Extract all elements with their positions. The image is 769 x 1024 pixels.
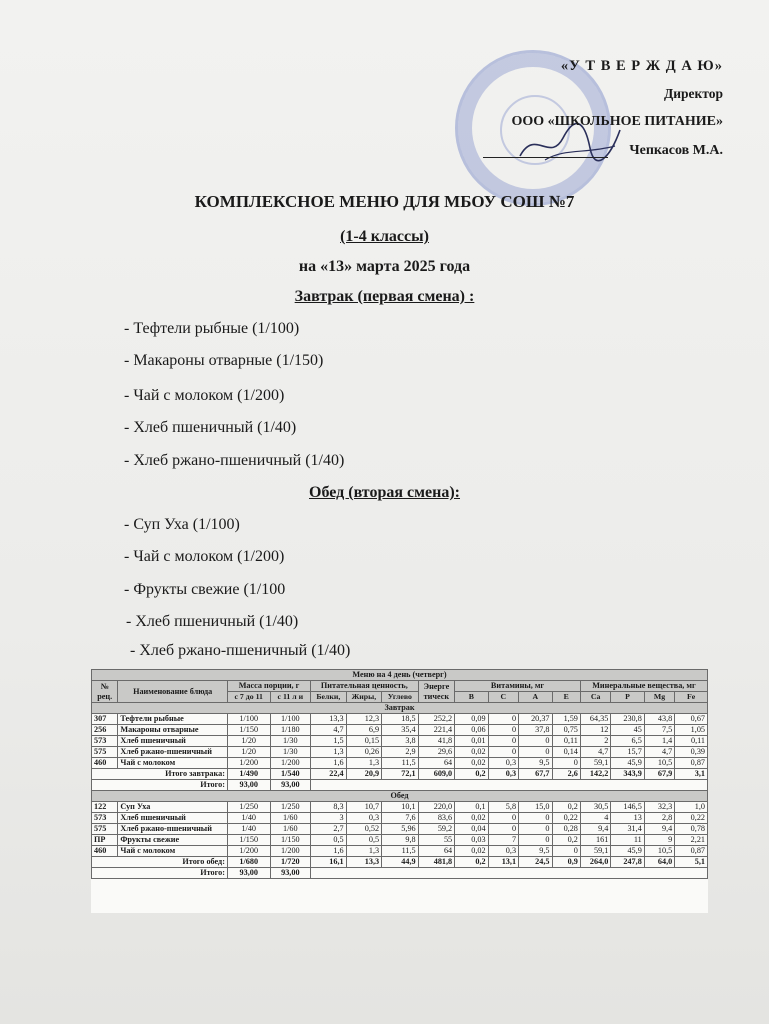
total-cell: 1/680 — [227, 857, 270, 868]
table-cell: 0,2 — [552, 835, 580, 846]
table-cell: 1,0 — [675, 802, 708, 813]
dish-name-cell: Чай с молоком — [118, 758, 228, 769]
total-cell: 2,6 — [552, 769, 580, 780]
total-cell: 1/490 — [227, 769, 270, 780]
table-cell: 0,5 — [311, 835, 347, 846]
breakfast-item: - Чай с молоком (1/200) — [124, 387, 285, 404]
breakfast-section-label: Завтрак — [92, 703, 708, 714]
table-cell: 161 — [580, 835, 610, 846]
total-cell: 67,7 — [519, 769, 552, 780]
table-cell: 0 — [519, 747, 552, 758]
table-row — [92, 736, 708, 747]
table-cell: 0,75 — [552, 725, 580, 736]
table-cell: 59,1 — [580, 846, 610, 857]
table-cell: 2,9 — [382, 747, 419, 758]
table-cell: 0 — [519, 824, 552, 835]
header-nutrition: Питательная ценность, — [311, 681, 419, 692]
total-cell: 13,1 — [488, 857, 518, 868]
table-cell: 10,7 — [346, 802, 382, 813]
table-row — [92, 758, 708, 769]
table-cell: 0 — [552, 846, 580, 857]
table-cell: 15,0 — [519, 802, 552, 813]
table-cell: 12 — [580, 725, 610, 736]
table-cell: 9,5 — [519, 758, 552, 769]
table-cell: 29,6 — [418, 747, 455, 758]
table-cell: 0,02 — [455, 758, 488, 769]
table-cell: 6,5 — [611, 736, 644, 747]
header-vit-e: E — [552, 692, 580, 703]
dish-name-cell: Макароны отварные — [118, 725, 228, 736]
table-cell: 1/40 — [227, 824, 270, 835]
table-cell: 55 — [418, 835, 455, 846]
table-cell: 0 — [488, 714, 518, 725]
nutrition-table-wrap — [91, 669, 708, 913]
dish-name-cell: Фрукты свежие — [118, 835, 228, 846]
table-caption-row — [92, 670, 708, 681]
table-cell: 3,8 — [382, 736, 419, 747]
lunch-item: - Хлеб пшеничный (1/40) — [126, 613, 299, 630]
table-cell: 1/100 — [270, 714, 311, 725]
nutrition-table — [91, 669, 708, 879]
breakfast-section — [92, 703, 708, 714]
total-cell: 22,4 — [311, 769, 347, 780]
table-cell: 1,59 — [552, 714, 580, 725]
signature-line — [483, 157, 608, 158]
table-cell: 64 — [418, 758, 455, 769]
total-cell: 20,9 — [346, 769, 382, 780]
table-cell: 0,67 — [675, 714, 708, 725]
table-cell: 0,01 — [455, 736, 488, 747]
table-sum-row — [92, 780, 708, 791]
table-cell: 0 — [488, 725, 518, 736]
table-cell: 59,2 — [418, 824, 455, 835]
table-cell: 0,2 — [552, 802, 580, 813]
sum-empty — [311, 780, 708, 791]
table-cell: 575 — [92, 824, 118, 835]
header-fat: Жиры, — [346, 692, 382, 703]
approval-signer: Чепкасов М.А. — [629, 143, 723, 158]
table-cell: 1,4 — [644, 736, 674, 747]
table-cell: 0,03 — [455, 835, 488, 846]
total-cell: 5,1 — [675, 857, 708, 868]
lunch-section — [92, 791, 708, 802]
table-cell: 1/150 — [227, 725, 270, 736]
sum-cell: 93,00 — [227, 780, 270, 791]
total-label: Итого завтрака: — [92, 769, 228, 780]
table-cell: 5,96 — [382, 824, 419, 835]
table-cell: 9,8 — [382, 835, 419, 846]
lunch-item: - Чай с молоком (1/200) — [124, 548, 285, 565]
sum-cell: 93,00 — [270, 868, 311, 879]
table-cell: 64,35 — [580, 714, 610, 725]
dish-name-cell: Чай с молоком — [118, 846, 228, 857]
dish-name-cell: Хлеб пшеничный — [118, 736, 228, 747]
document-date: на «13» марта 2025 года — [298, 258, 471, 275]
dish-name-cell: Хлеб пшеничный — [118, 813, 228, 824]
table-cell: 0,1 — [455, 802, 488, 813]
table-cell: 2,7 — [311, 824, 347, 835]
table-cell: 573 — [92, 813, 118, 824]
dish-name-cell: Хлеб ржано-пшеничный — [118, 747, 228, 758]
total-cell: 72,1 — [382, 769, 419, 780]
table-cell: 0 — [488, 824, 518, 835]
table-cell: 5,8 — [488, 802, 518, 813]
table-cell: 1,3 — [346, 846, 382, 857]
total-cell: 0,3 — [488, 769, 518, 780]
total-cell: 343,9 — [611, 769, 644, 780]
approval-heading: «У Т В Е Р Ж Д А Ю» — [560, 58, 723, 74]
header-vit-b: B — [455, 692, 488, 703]
header-mass-b: с 11 л и — [270, 692, 311, 703]
table-cell: 0 — [519, 736, 552, 747]
sum-cell: 93,00 — [270, 780, 311, 791]
total-cell: 3,1 — [675, 769, 708, 780]
table-cell: 43,8 — [644, 714, 674, 725]
table-cell: 18,5 — [382, 714, 419, 725]
table-cell: 4 — [580, 813, 610, 824]
table-cell: 1/20 — [227, 747, 270, 758]
lunch-item: - Суп Уха (1/100) — [124, 516, 240, 533]
header-energy: Энерге тическ — [418, 681, 455, 703]
table-cell: 45,9 — [611, 846, 644, 857]
table-cell: 1/30 — [270, 747, 311, 758]
table-cell: 1/150 — [270, 835, 311, 846]
table-cell: 0,22 — [552, 813, 580, 824]
table-cell: 0 — [488, 813, 518, 824]
table-cell: 0,87 — [675, 758, 708, 769]
header-minerals: Минеральные вещества, мг — [580, 681, 707, 692]
table-cell: 0 — [552, 758, 580, 769]
total-cell: 264,0 — [580, 857, 610, 868]
table-cell: 0,14 — [552, 747, 580, 758]
table-row — [92, 813, 708, 824]
table-cell: 0,02 — [455, 846, 488, 857]
table-row — [92, 714, 708, 725]
table-cell: 0,78 — [675, 824, 708, 835]
total-cell: 16,1 — [311, 857, 347, 868]
table-cell: 0,39 — [675, 747, 708, 758]
header-mass: Масса порции, г — [227, 681, 310, 692]
table-cell: 1,6 — [311, 758, 347, 769]
table-row — [92, 802, 708, 813]
table-cell: 20,37 — [519, 714, 552, 725]
table-cell: 1/200 — [270, 846, 311, 857]
table-cell: 1/40 — [227, 813, 270, 824]
table-sum-row — [92, 868, 708, 879]
table-cell: 32,3 — [644, 802, 674, 813]
approval-company: ООО «ШКОЛЬНОЕ ПИТАНИЕ» — [511, 114, 723, 129]
table-cell: 0,3 — [488, 846, 518, 857]
table-cell: 307 — [92, 714, 118, 725]
lunch-section-label: Обед — [92, 791, 708, 802]
table-cell: 4,7 — [644, 747, 674, 758]
table-cell: 0 — [488, 736, 518, 747]
table-cell: 0,11 — [552, 736, 580, 747]
table-cell: 9 — [644, 835, 674, 846]
table-cell: 0 — [488, 747, 518, 758]
dish-name-cell: Тефтели рыбные — [118, 714, 228, 725]
table-cell: 45,9 — [611, 758, 644, 769]
total-cell: 0,9 — [552, 857, 580, 868]
table-cell: 1,05 — [675, 725, 708, 736]
table-total-row — [92, 857, 708, 868]
sum-label: Итого: — [92, 868, 228, 879]
table-cell: 460 — [92, 758, 118, 769]
total-cell: 0,2 — [455, 857, 488, 868]
total-cell: 67,9 — [644, 769, 674, 780]
table-cell: 41,8 — [418, 736, 455, 747]
table-cell: ПР — [92, 835, 118, 846]
total-cell: 44,9 — [382, 857, 419, 868]
sum-label: Итого: — [92, 780, 228, 791]
table-cell: 1/150 — [227, 835, 270, 846]
table-header-row — [92, 681, 708, 692]
table-row — [92, 725, 708, 736]
table-cell: 12,3 — [346, 714, 382, 725]
header-name: Наименование блюда — [118, 681, 228, 703]
document-title: КОМПЛЕКСНОЕ МЕНЮ ДЛЯ МБОУ СОШ №7 — [194, 192, 575, 211]
table-cell: 252,2 — [418, 714, 455, 725]
dish-name-cell: Хлеб ржано-пшеничный — [118, 824, 228, 835]
table-cell: 0,28 — [552, 824, 580, 835]
table-cell: 4,7 — [311, 725, 347, 736]
table-cell: 0,15 — [346, 736, 382, 747]
lunch-heading: Обед (вторая смена): — [309, 484, 460, 501]
table-cell: 8,3 — [311, 802, 347, 813]
table-cell: 460 — [92, 846, 118, 857]
table-cell: 2,8 — [644, 813, 674, 824]
table-cell: 0,04 — [455, 824, 488, 835]
header-mg: Mg — [644, 692, 674, 703]
table-cell: 2 — [580, 736, 610, 747]
table-cell: 146,5 — [611, 802, 644, 813]
table-cell: 1/250 — [270, 802, 311, 813]
table-cell: 1/60 — [270, 824, 311, 835]
lunch-item: - Хлеб ржано-пшеничный (1/40) — [130, 642, 351, 659]
table-cell: 4,7 — [580, 747, 610, 758]
table-cell: 0,06 — [455, 725, 488, 736]
table-cell: 1/60 — [270, 813, 311, 824]
dish-name-cell: Суп Уха — [118, 802, 228, 813]
table-cell: 1/200 — [227, 758, 270, 769]
header-vitamins: Витамины, мг — [455, 681, 581, 692]
breakfast-item: - Макароны отварные (1/150) — [124, 352, 324, 369]
header-ca: Ca — [580, 692, 610, 703]
breakfast-item: - Тефтели рыбные (1/100) — [124, 320, 300, 337]
header-p: P — [611, 692, 644, 703]
table-total-row — [92, 769, 708, 780]
table-cell: 13 — [611, 813, 644, 824]
table-cell: 1,5 — [311, 736, 347, 747]
table-cell: 59,1 — [580, 758, 610, 769]
total-cell: 24,5 — [519, 857, 552, 868]
table-cell: 7,6 — [382, 813, 419, 824]
header-vit-a: A — [519, 692, 552, 703]
table-cell: 1/30 — [270, 736, 311, 747]
table-cell: 0,5 — [346, 835, 382, 846]
table-cell: 0,22 — [675, 813, 708, 824]
table-cell: 221,4 — [418, 725, 455, 736]
table-cell: 122 — [92, 802, 118, 813]
table-cell: 11,5 — [382, 758, 419, 769]
table-cell: 1/20 — [227, 736, 270, 747]
table-cell: 11,5 — [382, 846, 419, 857]
table-cell: 35,4 — [382, 725, 419, 736]
table-row — [92, 835, 708, 846]
table-cell: 220,0 — [418, 802, 455, 813]
total-label: Итого обед: — [92, 857, 228, 868]
total-cell: 609,0 — [418, 769, 455, 780]
table-cell: 1,6 — [311, 846, 347, 857]
table-cell: 0,26 — [346, 747, 382, 758]
header-mass-a: с 7 до 11 — [227, 692, 270, 703]
table-cell: 0,52 — [346, 824, 382, 835]
table-row — [92, 846, 708, 857]
table-cell: 0,09 — [455, 714, 488, 725]
table-row — [92, 747, 708, 758]
table-cell: 7,5 — [644, 725, 674, 736]
table-cell: 10,5 — [644, 758, 674, 769]
total-cell: 481,8 — [418, 857, 455, 868]
table-cell: 0,11 — [675, 736, 708, 747]
table-cell: 83,6 — [418, 813, 455, 824]
table-cell: 9,4 — [580, 824, 610, 835]
sum-cell: 93,00 — [227, 868, 270, 879]
table-cell: 575 — [92, 747, 118, 758]
table-cell: 0,3 — [488, 758, 518, 769]
table-row — [92, 824, 708, 835]
table-cell: 256 — [92, 725, 118, 736]
table-cell: 31,4 — [611, 824, 644, 835]
total-cell: 1/720 — [270, 857, 311, 868]
breakfast-item: - Хлеб пшеничный (1/40) — [124, 419, 297, 436]
table-cell: 230,8 — [611, 714, 644, 725]
table-cell: 0,02 — [455, 813, 488, 824]
total-cell: 247,8 — [611, 857, 644, 868]
table-cell: 1/100 — [227, 714, 270, 725]
header-carb: Углево — [382, 692, 419, 703]
header-vit-c: C — [488, 692, 518, 703]
table-cell: 37,8 — [519, 725, 552, 736]
table-cell: 1/250 — [227, 802, 270, 813]
table-cell: 0 — [519, 813, 552, 824]
total-cell: 0,2 — [455, 769, 488, 780]
table-cell: 10,1 — [382, 802, 419, 813]
table-cell: 3 — [311, 813, 347, 824]
header-fe: Fe — [675, 692, 708, 703]
document-grades: (1-4 классы) — [340, 228, 429, 245]
table-cell: 45 — [611, 725, 644, 736]
table-cell: 30,5 — [580, 802, 610, 813]
table-cell: 10,5 — [644, 846, 674, 857]
table-cell: 9,4 — [644, 824, 674, 835]
table-cell: 9,5 — [519, 846, 552, 857]
table-cell: 1/200 — [227, 846, 270, 857]
total-cell: 64,0 — [644, 857, 674, 868]
header-rec: № рец. — [92, 681, 118, 703]
breakfast-heading: Завтрак (первая смена) : — [294, 288, 475, 305]
lunch-item: - Фрукты свежие (1/100 — [124, 581, 286, 598]
table-cell: 1,3 — [346, 758, 382, 769]
sum-empty — [311, 868, 708, 879]
table-cell: 0,3 — [346, 813, 382, 824]
table-cell: 573 — [92, 736, 118, 747]
table-cell: 2,21 — [675, 835, 708, 846]
table-cell: 15,7 — [611, 747, 644, 758]
table-cell: 0,87 — [675, 846, 708, 857]
breakfast-item: - Хлеб ржано-пшеничный (1/40) — [124, 452, 345, 469]
table-cell: 1/180 — [270, 725, 311, 736]
table-cell: 0 — [519, 835, 552, 846]
table-cell: 64 — [418, 846, 455, 857]
table-cell: 6,9 — [346, 725, 382, 736]
table-cell: 7 — [488, 835, 518, 846]
total-cell: 13,3 — [346, 857, 382, 868]
approval-position: Директор — [663, 86, 723, 101]
header-protein: Белки, — [311, 692, 347, 703]
table-cell: 11 — [611, 835, 644, 846]
table-cell: 13,3 — [311, 714, 347, 725]
table-caption: Меню на 4 день (четверг) — [92, 670, 708, 681]
table-cell: 0,02 — [455, 747, 488, 758]
total-cell: 142,2 — [580, 769, 610, 780]
table-cell: 1/200 — [270, 758, 311, 769]
total-cell: 1/540 — [270, 769, 311, 780]
table-cell: 1,3 — [311, 747, 347, 758]
